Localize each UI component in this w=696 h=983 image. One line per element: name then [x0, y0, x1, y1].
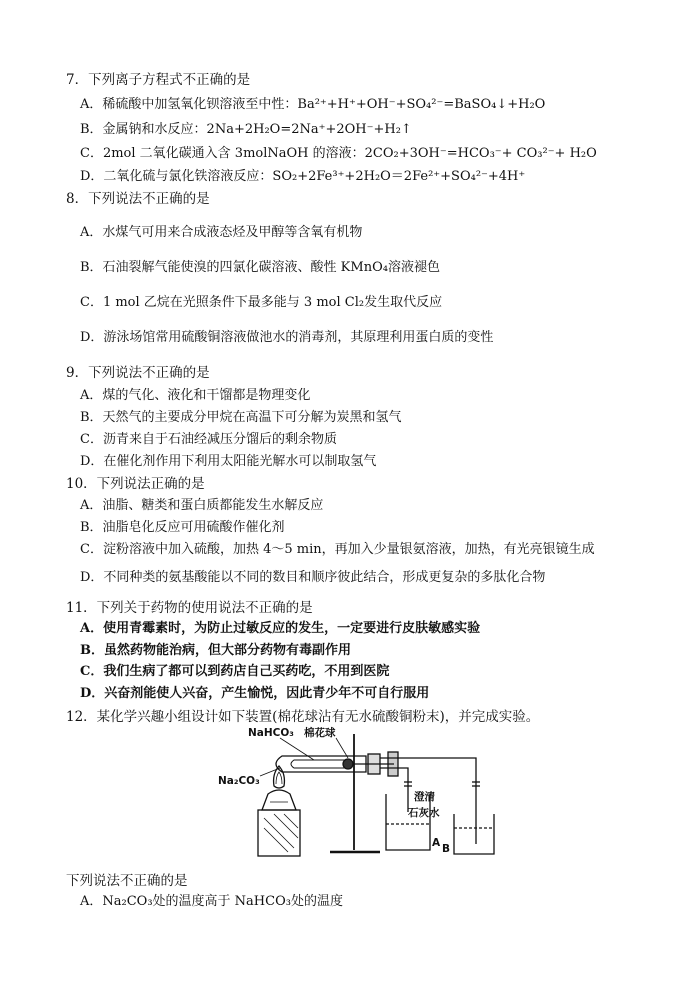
cotton-ball [343, 759, 353, 769]
question-12-option-a: A．Na₂CO₃处的温度高于 NaHCO₃处的温度 [80, 894, 343, 909]
question-8-stem: 8．下列说法不正确的是 [66, 191, 210, 207]
question-7-option-b: B．金属钠和水反应：2Na+2H₂O=2Na⁺+2OH⁻+H₂↑ [80, 122, 412, 137]
question-9-option-a: A．煤的气化、液化和干馏都是物理变化 [80, 388, 311, 403]
question-10-option-d: D．不同种类的氨基酸能以不同的数目和顺序彼此结合，形成更复杂的多肽化合物 [80, 570, 546, 585]
question-7-option-a: A．稀硫酸中加氢氧化钡溶液至中性：Ba²⁺+H⁺+OH⁻+SO₄²⁻=BaSO₄↓+H₂O [80, 97, 546, 112]
question-11-stem: 11．下列关于药物的使用说法不正确的是 [66, 600, 313, 616]
label-nahco3: NaHCO₃ [248, 727, 294, 739]
question-9-option-c: C．沥青来自于石油经减压分馏后的剩余物质 [80, 432, 337, 447]
label-beaker-a: A [432, 837, 441, 849]
label-na2co3: Na₂CO₃ [218, 775, 260, 787]
label-beaker-b: B [442, 843, 451, 855]
question-10-option-a: A．油脂、糖类和蛋白质都能发生水解反应 [80, 498, 324, 513]
beaker-b [454, 814, 494, 854]
question-7-option-d: D．二氧化硫与氯化铁溶液反应：SO₂+2Fe³⁺+2H₂O＝2Fe²⁺+SO₄²⁻+4H⁺ [80, 169, 526, 184]
question-11-option-d: D．兴奋剂能使人兴奋，产生愉悦，因此青少年不可自行服用 [80, 686, 430, 701]
question-11-option-b: B．虽然药物能治病，但大部分药物有毒副作用 [80, 643, 351, 658]
question-7-stem: 7．下列离子方程式不正确的是 [66, 72, 251, 88]
question-11-option-c: C．我们生病了都可以到药店自己买药吃，不用到医院 [80, 664, 390, 679]
question-8-option-c: C．1 mol 乙烷在光照条件下最多能与 3 mol Cl₂发生取代反应 [80, 295, 443, 310]
question-8-option-b: B．石油裂解气能使溴的四氯化碳溶液、酸性 KMnO₄溶液褪色 [80, 260, 440, 275]
inner-test-tube [291, 760, 346, 768]
question-9-stem: 9．下列说法不正确的是 [66, 365, 210, 381]
question-9-option-b: B．天然气的主要成分甲烷在高温下可分解为炭黑和氢气 [80, 410, 402, 425]
question-10-option-b: B．油脂皂化反应可用硫酸作催化剂 [80, 520, 285, 535]
apparatus-figure [218, 724, 498, 864]
question-12-stem: 12．某化学兴趣小组设计如下装置(棉花球沾有无水硫酸铜粉末)，并完成实验。 [66, 709, 540, 725]
question-9-option-d: D．在催化剂作用下利用太阳能光解水可以制取氢气 [80, 454, 377, 469]
question-8-option-a: A．水煤气可用来合成液态烃及甲醇等含氧有机物 [80, 225, 363, 240]
question-11-option-a: A．使用青霉素时，为防止过敏反应的发生，一定要进行皮肤敏感实验 [80, 621, 481, 636]
question-10-stem: 10．下列说法正确的是 [66, 476, 205, 492]
question-10-option-c: C．淀粉溶液中加入硫酸，加热 4～5 min，再加入少量银氨溶液，加热，有光亮银镜生成 [80, 542, 595, 557]
burner [262, 790, 296, 810]
label-cotton-ball: 棉花球 [304, 727, 336, 739]
label-limewater-line1: 澄清 [414, 791, 435, 803]
question-8-option-d: D．游泳场馆常用硫酸铜溶液做池水的消毒剂，其原理利用蛋白质的变性 [80, 330, 494, 345]
question-12-sub-stem: 下列说法不正确的是 [66, 873, 188, 889]
question-7-option-c: C．2mol 二氧化碳通入含 3molNaOH 的溶液：2CO₂+3OH⁻=HCO₃⁻+ CO₃²⁻+ H₂O [80, 146, 597, 161]
label-limewater-line2: 石灰水 [408, 807, 440, 819]
